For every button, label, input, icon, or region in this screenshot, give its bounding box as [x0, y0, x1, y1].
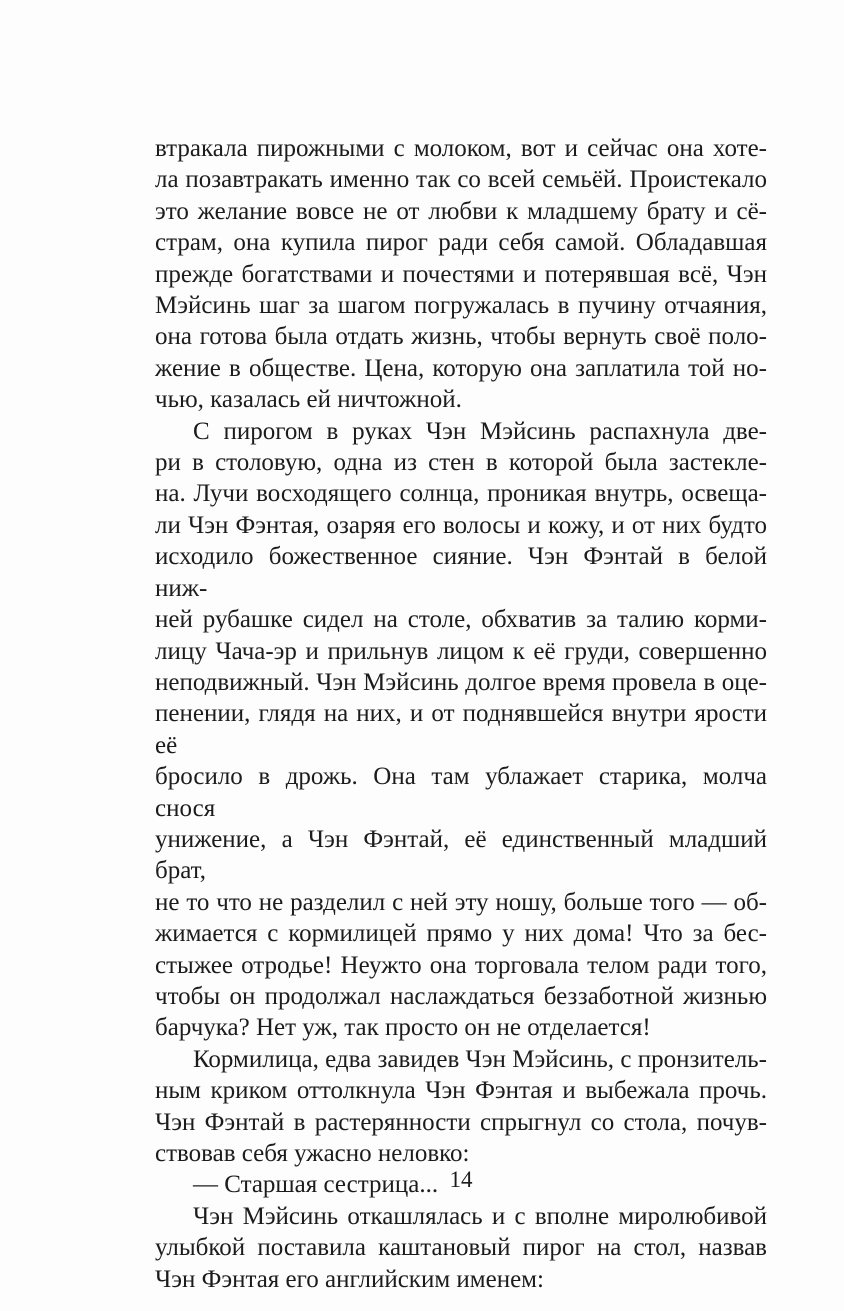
text-line: ла позавтракать именно так со всей семьёй. Проистекало — [155, 166, 767, 194]
text-line: ствовав себя ужасно неловко: — [155, 1140, 470, 1167]
text-line: чтобы он продолжал наслаждаться беззаботной жизнью — [155, 982, 767, 1010]
text-line: улыбкой поставила каштановый пирог на стол, назвав — [155, 1234, 767, 1262]
paragraph — [155, 416, 767, 1044]
text-line: втракала пирожными с молоком, вот и сейчас она хоте- — [155, 135, 767, 162]
text-line: С пирогом в руках Чэн Мэйсинь распахнула две- — [193, 417, 767, 445]
text-line: барчука? Нет уж, так просто он не отделается! — [155, 1014, 651, 1042]
paragraph — [155, 1044, 767, 1170]
text-line: Чэн Фэнтая его английским именем: — [155, 1265, 544, 1293]
text-line: неподвижный. Чэн Мэйсинь долгое время провела в оце- — [155, 668, 767, 696]
text-line: не то что не разделил с ней эту ношу, больше того — об- — [155, 888, 767, 916]
text-line: ным криком оттолкнула Чэн Фэнтая и выбежала прочь. — [155, 1077, 767, 1105]
paragraph — [155, 1201, 767, 1295]
text-line: это желание вовсе не от любви к младшему брату и сё- — [155, 197, 767, 225]
text-line: Чэн Фэнтай в растерянности спрыгнул со стола, почув- — [155, 1108, 767, 1136]
text-line: пенении, глядя на них, и от поднявшейся внутри ярости её — [155, 700, 767, 759]
text-block — [155, 133, 767, 1295]
text-line: — Старшая сестрица... — [193, 1171, 439, 1199]
page-number: 14 — [449, 1167, 473, 1192]
text-line: ней рубашке сидел на столе, обхватив за талию корми- — [155, 606, 767, 634]
text-line: ли Чэн Фэнтая, озаряя его волосы и кожу, и от них будто — [155, 511, 767, 539]
text-line: прежде богатствами и почестями и потерявшая всё, Чэн — [155, 260, 767, 288]
text-line: на. Лучи восходящего солнца, проникая внутрь, освеща- — [155, 480, 767, 508]
paragraph — [155, 133, 767, 416]
text-line: ри в столовую, одна из стен в которой была застекле- — [155, 449, 767, 477]
text-line: жимается с кормилицей прямо у них дома! Что за бес- — [155, 920, 767, 948]
text-line: бросило в дрожь. Она там ублажает старика, молча снося — [155, 763, 767, 822]
text-line: страм, она купила пирог ради себя самой. Обладавшая — [155, 229, 767, 257]
text-line: жение в обществе. Цена, которую она заплатила той но- — [155, 354, 767, 382]
text-line: унижение, а Чэн Фэнтай, её единственный младший брат, — [155, 825, 767, 885]
text-line: лицу Чача-эр и прильнув лицом к её груди, совершенно — [155, 637, 767, 665]
text-line: стыжее отродье! Неужто она торговала телом ради того, — [155, 951, 767, 979]
text-line: Кормилица, едва завидев Чэн Мэйсинь, с пронзитель- — [193, 1045, 767, 1073]
text-line: исходило божественное сияние. Чэн Фэнтай в белой ниж- — [155, 543, 767, 602]
text-line: Мэйсинь шаг за шагом погружалась в пучину отчаяния, — [155, 292, 767, 320]
text-line: Чэн Мэйсинь откашлялась и с вполне миролюбивой — [193, 1202, 767, 1230]
text-line: она готова была отдать жизнь, чтобы вернуть своё поло- — [155, 323, 767, 351]
text-line: чью, казалась ей ничтожной. — [155, 386, 462, 414]
